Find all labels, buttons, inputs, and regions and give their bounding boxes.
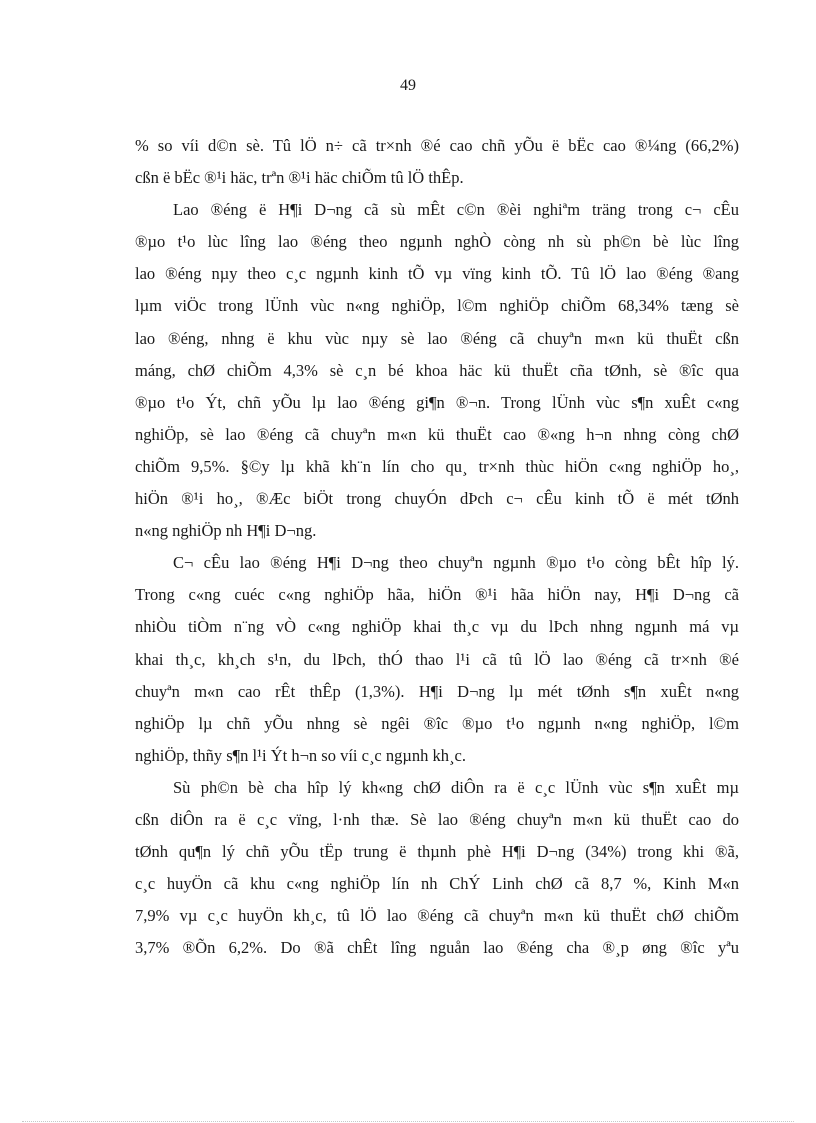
text-line: cßn ë bËc ®¹i häc, trªn ®¹i häc chiÕm tû lÖ thÊp. bbox=[135, 168, 464, 188]
text-line: n«ng nghiÖp nh H¶i D¬ng. bbox=[135, 521, 317, 541]
page-bottom-rule bbox=[22, 1121, 794, 1122]
text-line: khai th¸c, kh¸ch s¹n, du lÞch, thÓ thao l¹i cã tû lÖ lao ®éng cã tr×nh ®é bbox=[135, 649, 739, 669]
text-line: lao ®éng nµy theo c¸c ngµnh kinh tÕ vµ vïng kinh tÕ. Tû lÖ lao ®éng ®ang bbox=[135, 264, 739, 284]
text-line: Trong c«ng cuéc c«ng nghiÖp hãa, hiÖn ®¹i hãa hiÖn nay, H¶i D¬ng cã bbox=[135, 585, 739, 605]
text-line: nghiÖp, thñy s¶n l¹i Ýt h¬n so víi c¸c ngµnh kh¸c. bbox=[135, 745, 466, 765]
text-line: % so víi d©n sè. Tû lÖ n÷ cã tr×nh ®é cao chñ yÕu ë bËc cao ®¼ng (66,2%) bbox=[135, 136, 739, 155]
text-line: 3,7% ®Õn 6,2%. Do ®ã chÊt lîng nguån lao ®éng cha ®¸p øng ®îc yªu bbox=[135, 938, 739, 958]
text-line: nghiÖp lµ chñ yÕu nhng sè ngêi ®îc ®µo t¹o ngµnh n«ng nghiÖp, l©m bbox=[135, 713, 739, 733]
text-line: chuyªn m«n cao rÊt thÊp (1,3%). H¶i D¬ng lµ mét tØnh s¶n xuÊt n«ng bbox=[135, 681, 739, 701]
text-line: Sù ph©n bè cha hîp lý kh«ng chØ diÔn ra ë c¸c lÜnh vùc s¶n xuÊt mµ bbox=[173, 777, 739, 797]
text-line: 7,9% vµ c¸c huyÖn kh¸c, tû lÖ lao ®éng cã chuyªn m«n kü thuËt chØ chiÕm bbox=[135, 906, 739, 926]
text-line: ®µo t¹o Ýt, chñ yÕu lµ lao ®éng gi¶n ®¬n. Trong lÜnh vùc s¶n xuÊt c«ng bbox=[135, 392, 739, 412]
text-line: ®µo t¹o lùc lîng lao ®éng theo ngµnh nghÒ còng nh sù ph©n bè lùc lîng bbox=[135, 232, 739, 252]
text-line: cßn diÔn ra ë c¸c vïng, l·nh thæ. Sè lao ®éng chuyªn m«n kü thuËt cao do bbox=[135, 809, 739, 829]
body-text bbox=[135, 130, 739, 964]
text-line: hiÖn ®¹i ho¸, ®Æc biÖt trong chuyÓn dÞch c¬ cÊu kinh tÕ ë mét tØnh bbox=[135, 489, 739, 509]
text-line: c¸c huyÖn cã khu c«ng nghiÖp lín nh ChÝ Linh chØ cã 8,7 %, Kinh M«n bbox=[135, 874, 739, 894]
text-line: máng, chØ chiÕm 4,3% sè c¸n bé khoa häc kü thuËt cña tØnh, sè ®îc qua bbox=[135, 360, 739, 380]
text-line: chiÕm 9,5%. §©y lµ khã kh¨n lín cho qu¸ tr×nh thùc hiÖn c«ng nghiÖp ho¸, bbox=[135, 456, 739, 476]
text-line: Lao ®éng ë H¶i D¬ng cã sù mÊt c©n ®èi nghiªm träng trong c¬ cÊu bbox=[173, 200, 739, 220]
text-line: lµm viÖc trong lÜnh vùc n«ng nghiÖp, l©m nghiÖp chiÕm 68,34% tæng sè bbox=[135, 296, 739, 316]
text-line: nhiÒu tiÒm n¨ng vÒ c«ng nghiÖp khai th¸c vµ du lÞch nhng ngµnh má vµ bbox=[135, 617, 739, 637]
text-line: nghiÖp, sè lao ®éng cã chuyªn m«n kü thuËt cao ®«ng h¬n nhng còng chØ bbox=[135, 424, 739, 444]
text-line: C¬ cÊu lao ®éng H¶i D¬ng theo chuyªn ngµnh ®µo t¹o còng bÊt hîp lý. bbox=[173, 553, 739, 573]
text-line: lao ®éng, nhng ë khu vùc nµy sè lao ®éng cã chuyªn m«n kü thuËt cßn bbox=[135, 328, 739, 348]
page-number: 49 bbox=[400, 77, 416, 94]
text-line: tØnh qu¶n lý chñ yÕu tËp trung ë thµnh phè H¶i D¬ng (34%) trong khi ®ã, bbox=[135, 842, 739, 862]
